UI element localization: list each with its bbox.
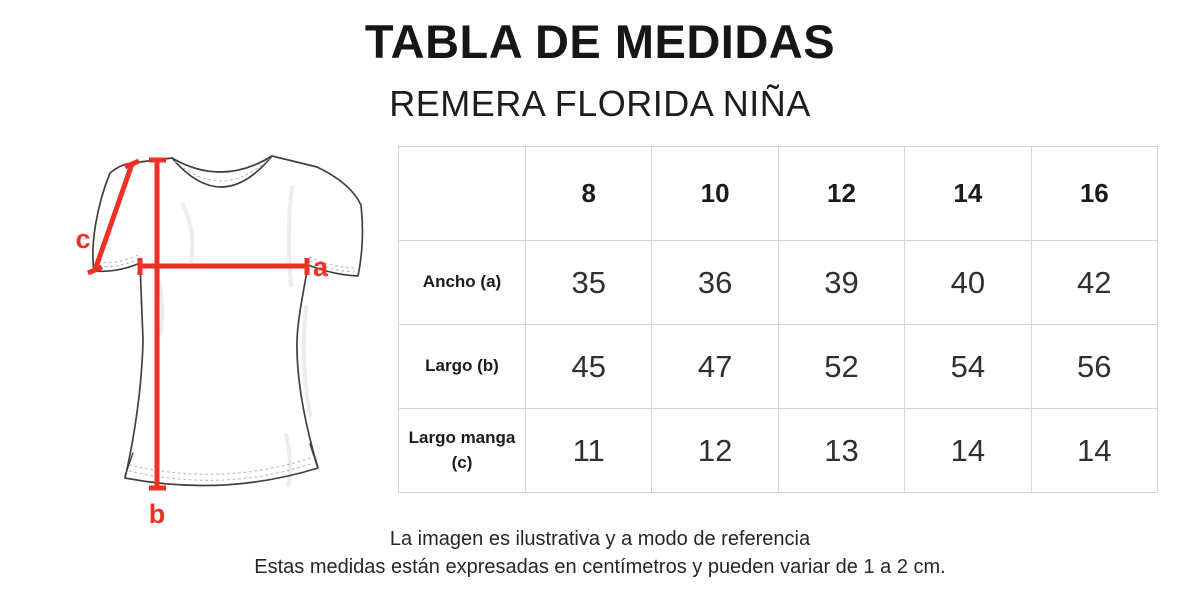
- size-table-header-row: [399, 147, 1158, 241]
- size-column-12: 12: [778, 147, 904, 241]
- cell-value: 11: [526, 409, 652, 493]
- table-row-ancho: [399, 241, 1158, 325]
- row-label-largo: Largo (b): [399, 325, 526, 409]
- size-column-8: 8: [526, 147, 652, 241]
- tshirt-outline: [93, 156, 363, 486]
- cell-value: 14: [905, 409, 1031, 493]
- cell-value: 35: [526, 241, 652, 325]
- table-row-largo-manga: [399, 409, 1158, 493]
- measurement-label-c: c: [75, 224, 91, 254]
- size-column-14: 14: [905, 147, 1031, 241]
- size-column-16: 16: [1031, 147, 1157, 241]
- cell-value: 14: [1031, 409, 1157, 493]
- measurement-label-a: a: [313, 252, 329, 282]
- cell-value: 52: [778, 325, 904, 409]
- tshirt-drawing: [60, 135, 400, 535]
- page-title: TABLA DE MEDIDAS: [364, 15, 836, 68]
- footer-notes: [0, 525, 1200, 581]
- measurement-label-b: b: [148, 499, 166, 529]
- cell-value: 40: [905, 241, 1031, 325]
- footer-note-1: La imagen es ilustrativa y a modo de referencia: [389, 528, 811, 550]
- row-label-ancho: Ancho (a): [399, 241, 526, 325]
- cell-value: 39: [778, 241, 904, 325]
- table-row-largo: [399, 325, 1158, 409]
- size-table: [398, 146, 1158, 493]
- cell-value: 13: [778, 409, 904, 493]
- size-column-10: 10: [652, 147, 778, 241]
- corner-cell: [399, 147, 526, 241]
- cell-value: 12: [652, 409, 778, 493]
- cell-value: 56: [1031, 325, 1157, 409]
- cell-value: 45: [526, 325, 652, 409]
- page-subtitle: REMERA FLORIDA NIÑA: [389, 83, 811, 124]
- tshirt-illustration: [60, 135, 400, 535]
- cell-value: 42: [1031, 241, 1157, 325]
- cell-value: 36: [652, 241, 778, 325]
- cell-value: 47: [652, 325, 778, 409]
- size-table-container: [398, 146, 1158, 491]
- footer-note-2: Estas medidas están expresadas en centímetros y pueden variar de 1 a 2 cm.: [254, 556, 946, 578]
- row-label-largo-manga: Largo manga (c): [399, 409, 526, 493]
- cell-value: 54: [905, 325, 1031, 409]
